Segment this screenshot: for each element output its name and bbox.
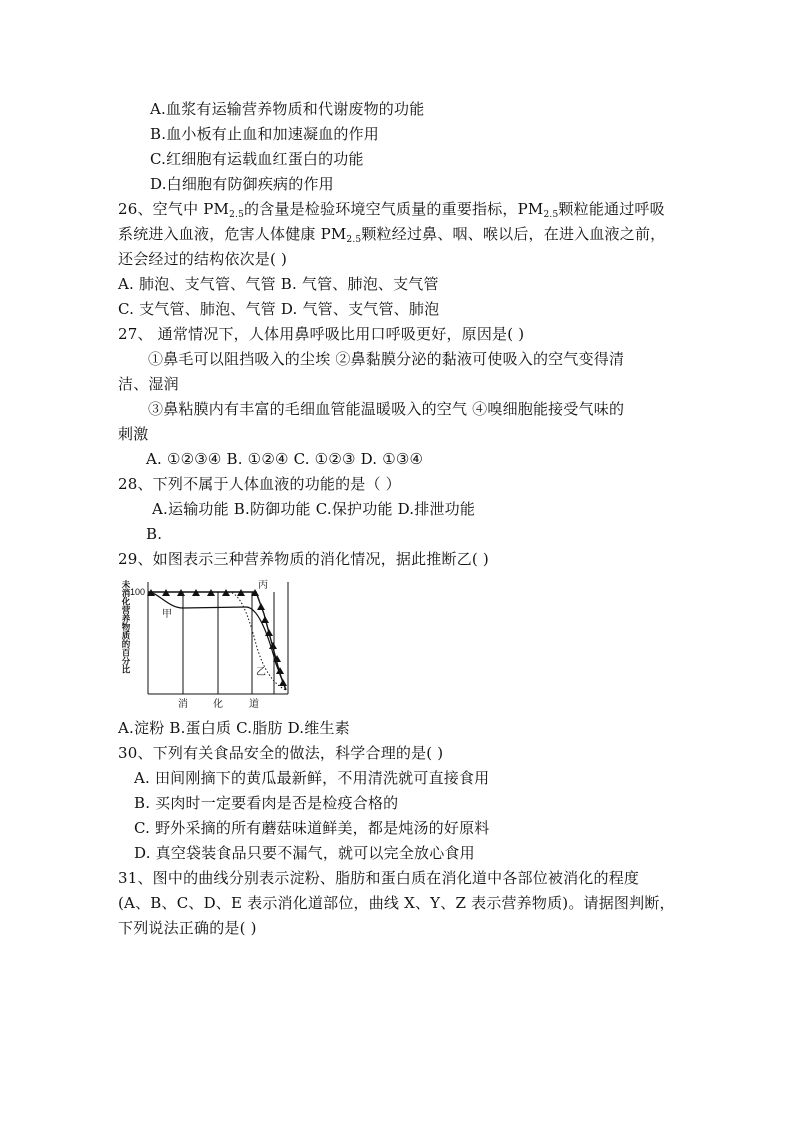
q29-options: A.淀粉 B.蛋白质 C.脂肪 D.维生素 (118, 719, 350, 737)
q30-option-a: A. 田间刚摘下的黄瓜最新鲜，不用清洗就可直接食用 (134, 769, 490, 787)
q28-stem: 28、下列不属于人体血液的功能的是（ ） (118, 475, 401, 493)
x-label-hua: 化 (213, 699, 223, 708)
q28-extra: B. (146, 525, 163, 543)
y-tick-100: 100 (130, 587, 146, 597)
q27-statement-2-cont: 刺激 (118, 425, 149, 443)
q26-options-cd: C. 支气管、肺泡、气管 D. 气管、支气管、肺泡 (118, 300, 440, 318)
label-jia: 甲 (162, 609, 172, 620)
q30-option-b: B. 买肉时一定要看肉是否是检疫合格的 (134, 794, 399, 812)
label-bing: 丙 (258, 580, 268, 591)
q25-option-a: A.血浆有运输营养物质和代谢废物的功能 (150, 100, 425, 118)
q26-stem-line2: 系统进入血液，危害人体健康 $PM_{2.5}$颗粒经过鼻、咽、喉以后，在进入血液之前， (118, 225, 666, 245)
q30-option-c: C. 野外采摘的所有蘑菇味道鲜美，都是炖汤的好原料 (134, 819, 490, 837)
q31-stem-line3: 下列说法正确的是( ) (118, 919, 257, 937)
digestion-figure (118, 574, 298, 708)
q26-stem-line3: 还会经过的结构依次是( ) (118, 250, 288, 268)
q30-option-d: D. 真空袋装食品只要不漏气，就可以完全放心食用 (134, 844, 475, 862)
x-label-dao: 道 (249, 699, 259, 708)
x-label-xiao: 消 (178, 699, 188, 708)
q25-option-c: C.红细胞有运载血红蛋白的功能 (150, 150, 364, 168)
q27-statement-1: ①鼻毛可以阻挡吸入的尘埃 ②鼻黏膜分泌的黏液可使吸入的空气变得清 (148, 350, 625, 368)
label-yi: 乙 (256, 667, 266, 678)
q27-statement-1-cont: 洁、湿润 (118, 375, 179, 393)
q26-options-ab: A. 肺泡、支气管、气管 B. 气管、肺泡、支气管 (118, 275, 439, 293)
q31-stem-line1: 31、图中的曲线分别表示淀粉、脂肪和蛋白质在消化道中各部位被消化的程度 (118, 869, 640, 887)
q27-statement-2: ③鼻粘膜内有丰富的毛细血管能温暖吸入的空气 ④嗅细胞能接受气味的 (148, 400, 625, 418)
marker (257, 603, 265, 610)
marker (261, 616, 269, 623)
q30-stem: 30、下列有关食品安全的做法，科学合理的是( ) (118, 744, 444, 762)
q28-options: A.运输功能 B.防御功能 C.保护功能 D.排泄功能 (152, 500, 476, 518)
q29-stem: 29、如图表示三种营养物质的消化情况，据此推断乙( ) (118, 550, 489, 568)
pm-subscript: 2.5 (229, 210, 245, 220)
q31-stem-line2: (A、B、C、D、E 表示消化道部位，曲线 X、Y、Z 表示营养物质)。请据图判断， (118, 894, 675, 912)
marker (279, 679, 287, 686)
q25-option-b: B.血小板有止血和加速凝血的作用 (150, 125, 379, 143)
q27-stem: 27、 通常情况下，人体用鼻呼吸比用口呼吸更好，原因是( ) (118, 325, 525, 343)
q25-option-d: D.白细胞有防御疾病的作用 (150, 175, 334, 193)
y-axis-label: 未消化营养物质的百分比 (121, 580, 131, 674)
digestion-chart (118, 574, 298, 708)
q26-stem-line1: 26、空气中 $PM_{2.5}$的含量是检验环境空气质量的重要指标，$PM_{2.5}$颗粒能通过呼吸 (118, 200, 665, 220)
q27-options: A. ①②③④ B. ①②④ C. ①②③ D. ①③④ (146, 450, 424, 468)
